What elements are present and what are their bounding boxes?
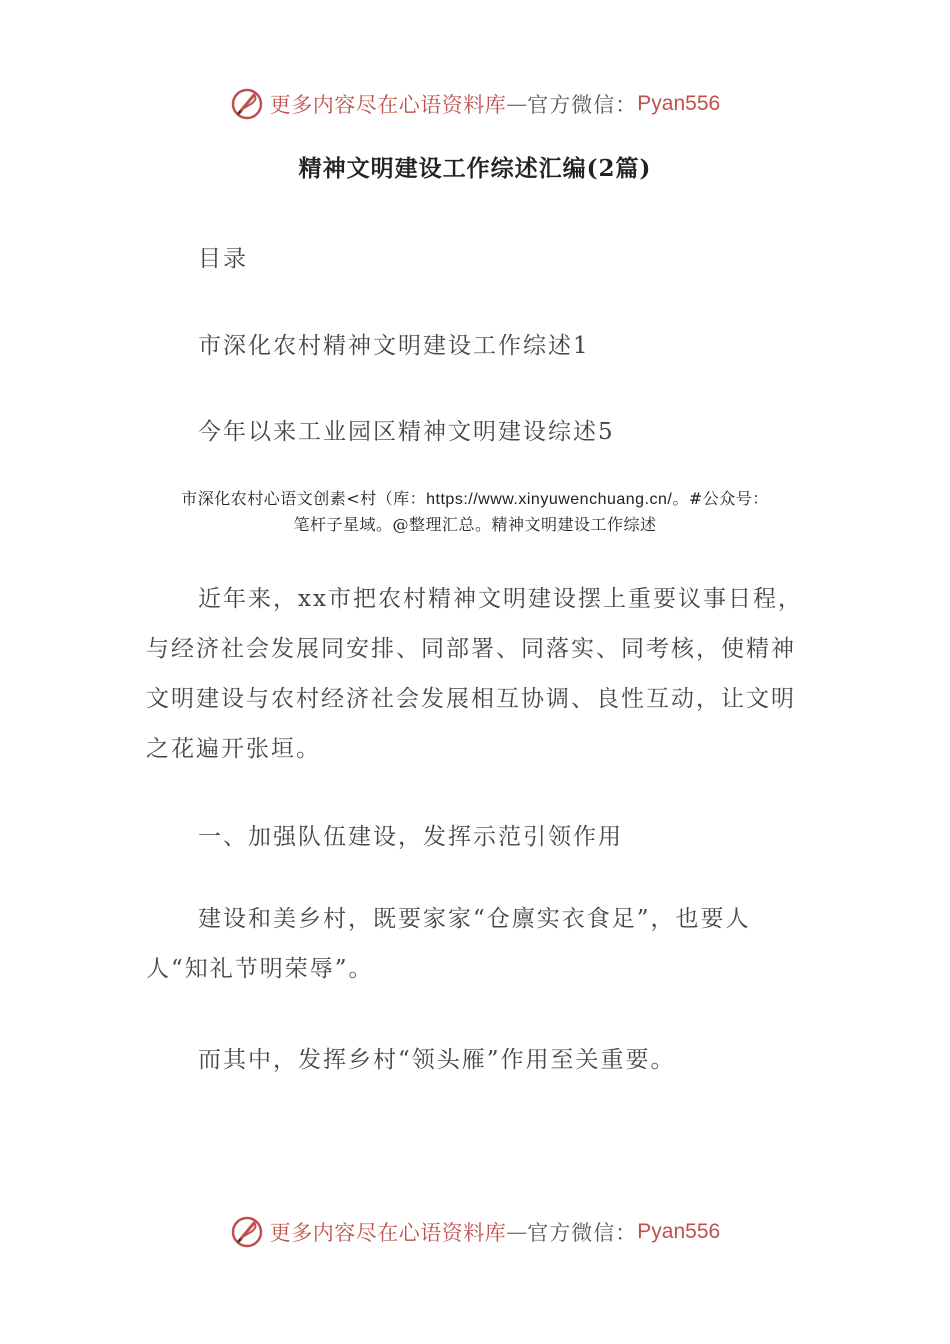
footer-banner — [0, 1212, 950, 1252]
banner-wechat-label: 官方微信： — [527, 1221, 638, 1245]
section-heading-1: 一、加强队伍建设，发挥示范引领作用 — [198, 824, 623, 850]
quill-logo-icon — [230, 87, 264, 121]
document-title: 精神文明建设工作综述汇编(2篇) — [298, 155, 652, 182]
quill-logo-icon — [230, 1215, 264, 1249]
toc-item-2[interactable]: 今年以来工业园区精神文明建设综述5 — [198, 419, 615, 445]
source-note-prefix: 市深化农村心语文创素<村（库： — [181, 489, 427, 508]
banner-wechat-id: Pyan556 — [637, 1220, 721, 1243]
banner-separator: — — [506, 92, 528, 116]
banner-text: 更多内容尽在心语资料库 — [269, 1221, 507, 1245]
toc-heading: 目录 — [198, 246, 248, 272]
body-paragraph-3: 而其中，发挥乡村“领头雁”作用至关重要。 — [198, 1047, 676, 1073]
body-paragraph-1: 近年来，xx市把农村精神文明建设摆上重要议事日程，与经济社会发展同安排、同部署、同落实、同考核，使精神文明建设与农村经济社会发展相互协调、良性互动，让文明之花遍开张垣。 — [146, 586, 803, 762]
header-banner — [0, 84, 950, 124]
source-note — [130, 486, 820, 537]
source-note-line2: 笔杆子星域。@整理汇总。精神文明建设工作综述 — [293, 515, 657, 534]
body-paragraph-2: 建设和美乡村，既要家家“仓廪实衣食足”，也要人人“知礼节明荣辱”。 — [146, 906, 751, 982]
banner-wechat-label: 官方微信： — [527, 93, 638, 117]
banner-separator: — — [506, 1220, 528, 1244]
source-note-suffix: 。#公众号： — [672, 489, 769, 508]
source-url-link[interactable]: https://www.xinyuwenchuang.cn/ — [426, 491, 673, 508]
toc-item-1[interactable]: 市深化农村精神文明建设工作综述1 — [198, 333, 590, 359]
banner-text: 更多内容尽在心语资料库 — [269, 93, 507, 117]
banner-wechat-id: Pyan556 — [637, 92, 721, 115]
